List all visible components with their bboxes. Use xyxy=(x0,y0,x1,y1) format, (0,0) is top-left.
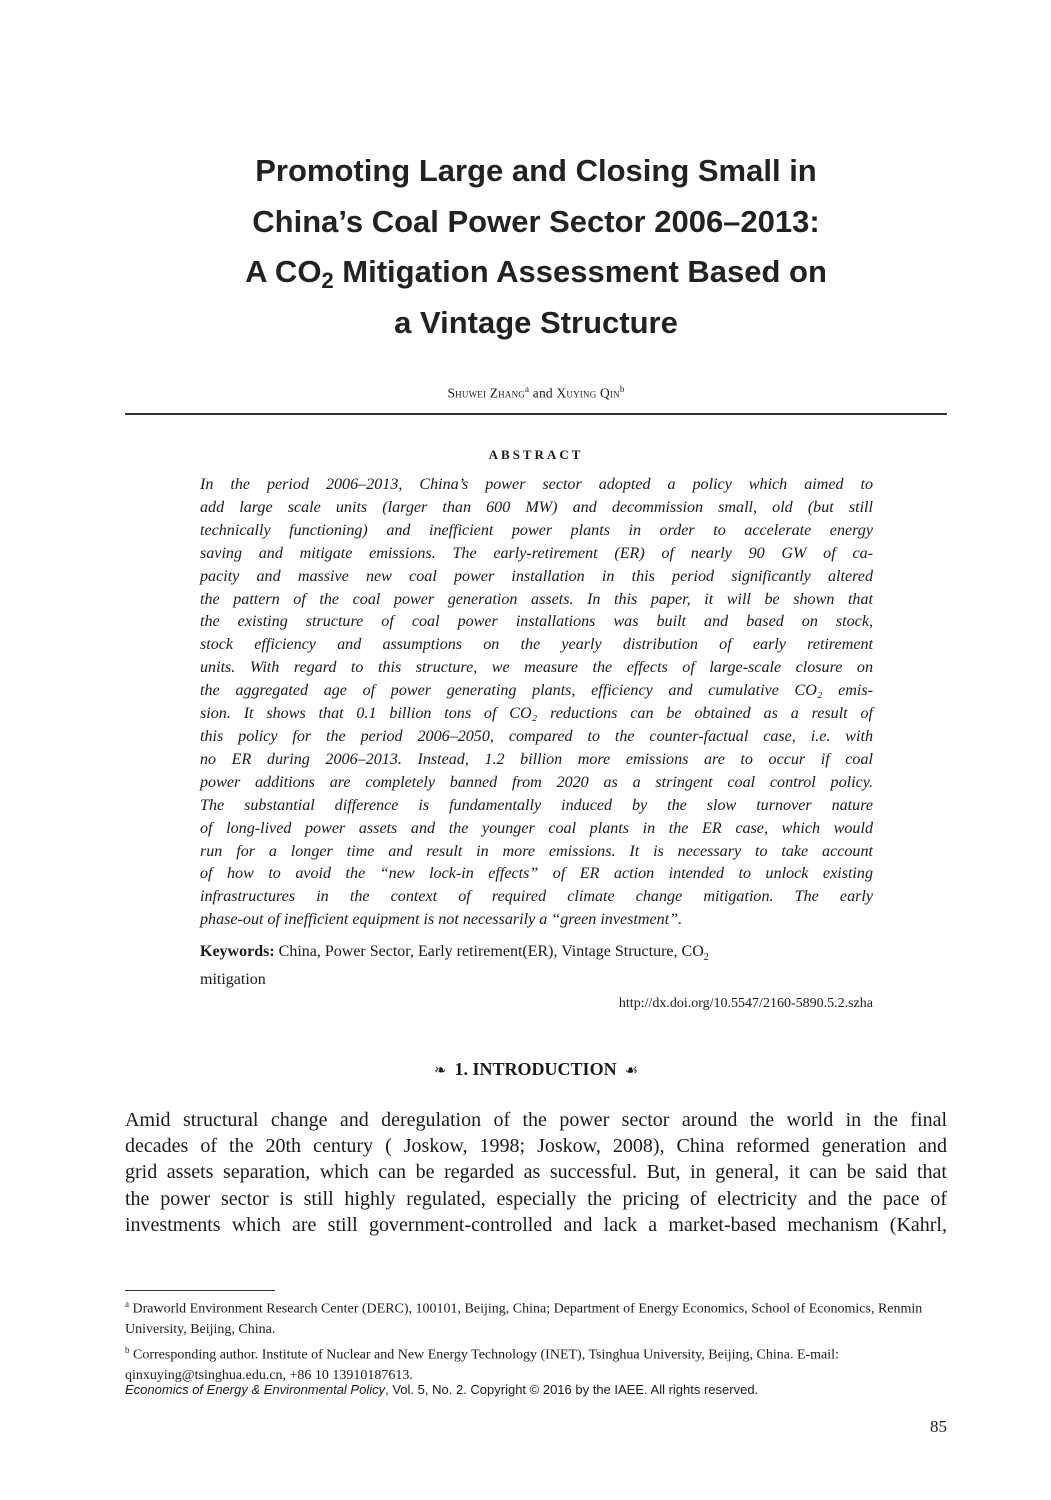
abstract-line: units. With regard to this structure, we measure the effects of large-scale closure on xyxy=(200,659,873,677)
paper-title xyxy=(125,146,947,348)
author-1: Shuwei Zhang xyxy=(447,385,525,401)
footnote-a-mark: a xyxy=(125,1299,129,1309)
intro-line: investments which are still government-controlled and lack a market-based mechanism (Kahrl, xyxy=(125,1213,947,1236)
abstract-line: stock efficiency and assumptions on the yearly distribution of early retirement xyxy=(200,636,873,654)
abstract-heading: ABSTRACT xyxy=(488,447,584,462)
intro-line: grid assets separation, which can be regarded as successful. But, in general, it can be said that xyxy=(125,1161,947,1184)
intro-line: the power sector is still highly regulated, especially the pricing of electricity and the pace of xyxy=(125,1187,947,1210)
author-2-affiliation-mark: b xyxy=(619,384,625,394)
abstract-line: add large scale units (larger than 600 MW) and decommission small, old (but still xyxy=(200,498,873,516)
journal-name: Economics of Energy & Environmental Policy xyxy=(125,1382,386,1397)
abstract-line: power additions are completely banned from 2020 as a stringent coal control policy. xyxy=(200,773,873,791)
title-subscript: 2 xyxy=(321,268,334,293)
abstract-line: In the period 2006–2013, China’s power sector adopted a policy which aimed to xyxy=(200,476,873,493)
title-line-3-pre: A CO xyxy=(245,254,322,289)
abstract-line: of long-lived power assets and the younger coal plants in the ER case, which would xyxy=(200,819,873,837)
keywords-label: Keywords: xyxy=(200,943,275,960)
footnote-divider xyxy=(125,1290,275,1291)
keywords-subscript: 2 xyxy=(703,952,709,964)
abstract-line: this policy for the period 2006–2050, compared to the counter-factual case, i.e. with xyxy=(200,727,873,745)
introduction-paragraph xyxy=(125,1107,947,1238)
footnotes xyxy=(125,1294,947,1387)
footnote-a-text: Draworld Environment Research Center (DERC), 100101, Beijing, China; Department of Energy Economics, School of Economics, Renmin University, Beijing, China. xyxy=(125,1301,923,1337)
section-title: 1. INTRODUCTION xyxy=(454,1059,617,1079)
author-2: Xuying Qin xyxy=(556,385,620,401)
title-line-2: China’s Coal Power Sector 2006–2013: xyxy=(252,203,820,239)
abstract-line: The substantial difference is fundamentally induced by the slow turnover nature xyxy=(200,796,873,814)
abstract-line: technically functioning) and inefficient power plants in order to accelerate energy xyxy=(200,521,873,539)
title-line-3-post: Mitigation Assessment Based on xyxy=(333,254,827,289)
author-line xyxy=(125,384,947,402)
title-line-1: Promoting Large and Closing Small in xyxy=(255,153,817,188)
abstract-line: sion. It shows that 0.1 billion tons of CO₂ reductions can be obtained as a result of xyxy=(200,705,873,723)
ornament-left-icon: ❧ xyxy=(433,1063,447,1079)
intro-line: Amid structural change and deregulation of the power sector around the world in the final xyxy=(125,1109,947,1131)
title-divider xyxy=(125,413,947,415)
abstract-line: saving and mitigate emissions. The early-retirement (ER) of nearly 90 GW of ca- xyxy=(200,544,873,562)
keywords xyxy=(200,941,873,991)
intro-line: decades of the 20th century ( Joskow, 1998; Joskow, 2008), China reformed generation and xyxy=(125,1135,947,1158)
abstract-line: run for a longer time and result in more emissions. It is necessary to take account xyxy=(200,842,873,860)
section-heading-introduction xyxy=(125,1059,947,1080)
footnote-b-text: Corresponding author. Institute of Nuclear and New Energy Technology (INET), Tsinghua University, Beijing, China. E-mail: qinxuying@tsinghua.edu.cn, +86 10 13910187613. xyxy=(125,1347,839,1384)
abstract-line: no ER during 2006–2013. Instead, 1.2 billion more emissions are to occur if coal xyxy=(200,750,873,768)
abstract-line: of how to avoid the “new lock-in effects” of ER action intended to unlock existing xyxy=(200,865,873,883)
abstract-line: infrastructures in the context of required climate change mitigation. The early xyxy=(200,888,873,906)
abstract-line: the aggregated age of power generating plants, efficiency and cumulative CO₂ emis- xyxy=(200,682,873,700)
abstract-line: the pattern of the coal power generation assets. In this paper, it will be shown that xyxy=(200,590,873,608)
footnote-b xyxy=(125,1340,947,1386)
abstract-body xyxy=(200,474,873,932)
ornament-right-icon: ☙ xyxy=(624,1063,639,1079)
journal-citation xyxy=(125,1382,947,1397)
abstract-line: pacity and massive new coal power installation in this period significantly altered xyxy=(200,567,873,585)
keywords-text-2: mitigation xyxy=(200,971,266,989)
journal-details: , Vol. 5, No. 2. Copyright © 2016 by the IAEE. All rights reserved. xyxy=(385,1382,759,1397)
keywords-text: China, Power Sector, Early retirement(ER), Vintage Structure, CO xyxy=(274,943,704,960)
doi-link[interactable]: http://dx.doi.org/10.5547/2160-5890.5.2.szha xyxy=(618,996,873,1011)
abstract-line: phase-out of inefficient equipment is not necessarily a “green investment”. xyxy=(200,911,683,929)
title-line-3 xyxy=(125,247,947,298)
footnote-b-mark: b xyxy=(125,1345,130,1356)
title-line-4: a Vintage Structure xyxy=(394,304,678,340)
author-1-affiliation-mark: a xyxy=(525,384,530,394)
abstract-line: the existing structure of coal power installations was built and based on stock, xyxy=(200,613,873,631)
author-conjunction: and xyxy=(529,385,557,401)
page-number: 85 xyxy=(930,1417,947,1436)
footnote-a xyxy=(125,1294,947,1340)
